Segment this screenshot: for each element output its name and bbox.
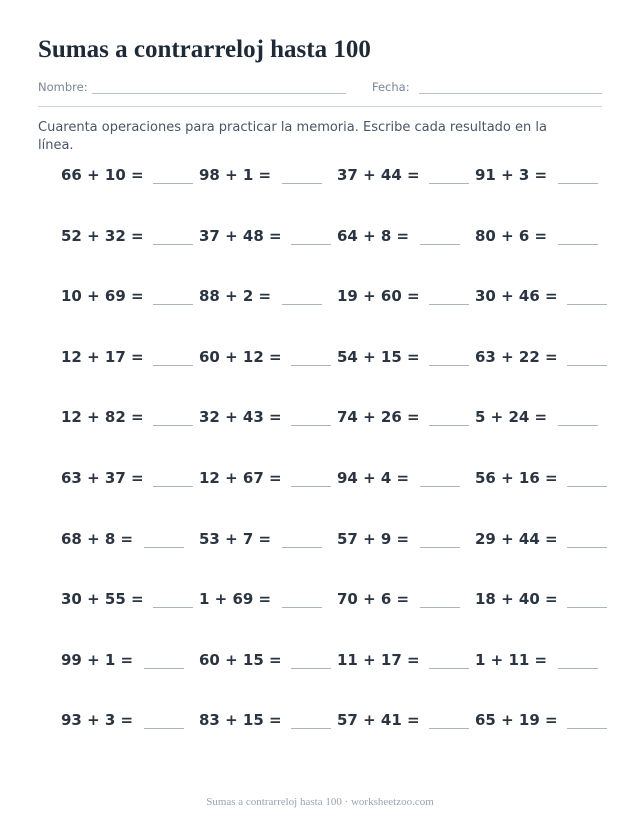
answer-line[interactable] xyxy=(420,607,460,608)
answer-line[interactable] xyxy=(558,668,598,669)
problem-expression: 18 + 40 = xyxy=(475,590,558,609)
problem-expression: 1 + 69 = xyxy=(199,590,272,609)
answer-line[interactable] xyxy=(429,728,469,729)
problem-expression: 56 + 16 = xyxy=(475,469,558,487)
problem-expression: 29 + 44 = xyxy=(475,529,558,548)
problem-expression: 57 + 9 = xyxy=(337,529,410,548)
answer-line[interactable] xyxy=(153,244,193,245)
problem-expression: 5 + 24 = xyxy=(475,408,548,427)
footer-text: Sumas a contrarreloj hasta 100 · worksheetzoo.com xyxy=(206,796,434,808)
problem-expression: 54 + 15 = xyxy=(337,347,420,366)
answer-line[interactable] xyxy=(282,304,322,305)
answer-line[interactable] xyxy=(567,304,607,305)
answer-line[interactable] xyxy=(144,547,184,548)
problem-expression: 30 + 46 = xyxy=(475,287,558,306)
problem-expression: 63 + 37 = xyxy=(61,469,144,487)
answer-line[interactable] xyxy=(144,668,184,669)
problem-expression: 91 + 3 = xyxy=(475,166,548,184)
answer-line[interactable] xyxy=(282,547,322,548)
answer-line[interactable] xyxy=(420,244,460,245)
problem-expression: 10 + 69 = xyxy=(61,287,144,306)
answer-line[interactable] xyxy=(291,244,331,245)
problem-expression: 52 + 32 = xyxy=(61,226,144,245)
answer-line[interactable] xyxy=(144,728,184,729)
answer-line[interactable] xyxy=(420,486,460,487)
answer-line[interactable] xyxy=(558,425,598,426)
problem-expression: 19 + 60 = xyxy=(337,287,420,306)
answer-line[interactable] xyxy=(282,607,322,608)
problem-expression: 99 + 1 = xyxy=(61,650,134,669)
problem-expression: 64 + 8 = xyxy=(337,226,410,245)
answer-line[interactable] xyxy=(567,607,607,608)
answer-line[interactable] xyxy=(429,183,469,184)
answer-line[interactable] xyxy=(429,304,469,305)
problem-expression: 60 + 15 = xyxy=(199,650,282,669)
problem-expression: 63 + 22 = xyxy=(475,347,558,366)
problem-expression: 30 + 55 = xyxy=(61,590,144,609)
problem-expression: 57 + 41 = xyxy=(337,711,420,730)
answer-line[interactable] xyxy=(429,425,469,426)
problem-expression: 12 + 82 = xyxy=(61,408,144,427)
instructions-text: Cuarenta operaciones para practicar la memoria. Escribe cada resultado en la línea. xyxy=(38,120,547,153)
problem-expression: 66 + 10 = xyxy=(61,166,144,184)
answer-line[interactable] xyxy=(153,183,193,184)
answer-line[interactable] xyxy=(153,304,193,305)
date-label: Fecha: xyxy=(372,80,410,94)
problem-expression: 94 + 4 = xyxy=(337,469,410,487)
answer-line[interactable] xyxy=(291,668,331,669)
answer-line[interactable] xyxy=(567,365,607,366)
answer-line[interactable] xyxy=(429,668,469,669)
answer-line[interactable] xyxy=(291,486,331,487)
problem-expression: 65 + 19 = xyxy=(475,711,558,730)
answer-line[interactable] xyxy=(567,486,607,487)
answer-line[interactable] xyxy=(558,183,598,184)
name-label: Nombre: xyxy=(38,80,88,94)
problem-expression: 12 + 67 = xyxy=(199,469,282,487)
answer-line[interactable] xyxy=(558,244,598,245)
problem-expression: 88 + 2 = xyxy=(199,287,272,306)
problem-expression: 70 + 6 = xyxy=(337,590,410,609)
answer-line[interactable] xyxy=(153,607,193,608)
answer-line[interactable] xyxy=(429,365,469,366)
answer-line[interactable] xyxy=(567,728,607,729)
problem-expression: 83 + 15 = xyxy=(199,711,282,730)
problem-expression: 37 + 44 = xyxy=(337,166,420,184)
answer-line[interactable] xyxy=(291,728,331,729)
problem-expression: 74 + 26 = xyxy=(337,408,420,427)
answer-line[interactable] xyxy=(153,365,193,366)
problem-expression: 53 + 7 = xyxy=(199,529,272,548)
problem-expression: 93 + 3 = xyxy=(61,711,134,730)
answer-line[interactable] xyxy=(420,547,460,548)
problem-expression: 1 + 11 = xyxy=(475,650,548,669)
problem-expression: 11 + 17 = xyxy=(337,650,420,669)
problem-expression: 80 + 6 = xyxy=(475,226,548,245)
answer-line[interactable] xyxy=(282,183,322,184)
answer-line[interactable] xyxy=(153,486,193,487)
problem-expression: 68 + 8 = xyxy=(61,529,134,548)
answer-line[interactable] xyxy=(291,365,331,366)
answer-line[interactable] xyxy=(153,425,193,426)
answer-line[interactable] xyxy=(291,425,331,426)
problem-expression: 98 + 1 = xyxy=(199,166,272,184)
answer-line[interactable] xyxy=(567,547,607,548)
problem-expression: 60 + 12 = xyxy=(199,347,282,366)
problem-expression: 37 + 48 = xyxy=(199,226,282,245)
problem-expression: 12 + 17 = xyxy=(61,347,144,366)
page-title: Sumas a contrarreloj hasta 100 xyxy=(38,36,371,63)
problem-expression: 32 + 43 = xyxy=(199,408,282,427)
